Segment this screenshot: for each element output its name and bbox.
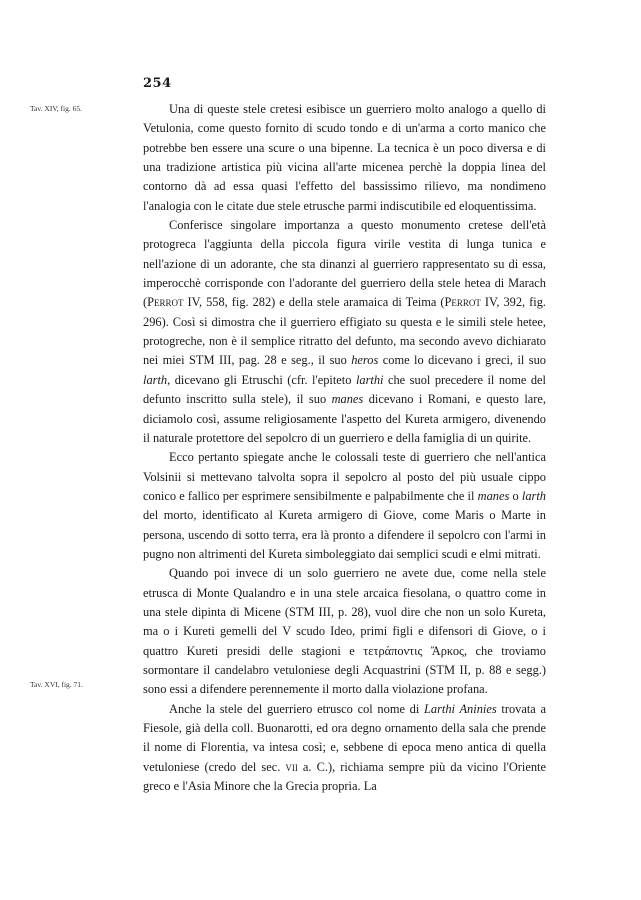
text-run: IV, 392, fig. 296). Così si dimostra che il guerriero effigiato su questa e le simili stele hetee, protogreche, non è il semplice ritratto del defunto, ma secondo avevo dichiarato nei miei STM III, pag. 28 e seg., il suo (143, 295, 546, 368)
body-text (143, 100, 546, 796)
text-run: come lo dicevano i greci, il suo (378, 353, 547, 368)
text-run: Una di queste stele cretesi esibisce un guerriero molto analogo a quello di Vetulonia, come questo fornito di scudo tondo e di un'arma a corto manico che potrebbe ben essere una scure o una bipenne. La tecnica è un poco diversa e di una tradizione artistica più vicina all'arte micenea perchè la doppia linea del contorno dà ad essa quasi l'effetto del bassissimo rilievo, ma nondimeno l'analogia con le citate due stele etrusche parmi indiscutibile ed eloquentissima. (143, 102, 546, 213)
italic-term: larth (521, 488, 546, 503)
italic-term: heros (351, 353, 379, 368)
text-run: , dicevano gli Etruschi (cfr. l'epiteto (167, 372, 356, 387)
text-run: Quando poi invece di un solo guerriero ne avete due, come nella stele etrusca di Monte Qualandro e in una stele arcaica fiesolana, o quattro come in una stele dipinta di Micene (STM III, p. 28), vuol dire che non un solo Kureta, ma o i Kureti gemelli del V scudo Ideo, primi figli e difensori di Giove, o i quattro Kureti presidi delle stagioni e τετράποντις Ἄρκος, che troviamo sormontare il candelabro vetuloniese degli Acquastrini (STM II, p. 88 e segg.) sono essi a difendere perennemente il morto dalla violazione profana. (143, 566, 546, 697)
text-run: Ecco pertanto spiegate anche le colossali teste di guerriero che nell'antica Volsinii si mettevano talvolta sopra il sepolcro al posto del più usuale cippo conico e fallico per esprimere sensibilmente e palpabilmente che il (143, 450, 546, 503)
italic-term: manes (477, 488, 510, 503)
page-number: 254 (143, 76, 172, 91)
paragraph (143, 700, 546, 797)
margin-note-plate-ref: Tav. XVI, fig. 71. (30, 680, 83, 689)
text-run: del morto, identificato al Kureta armigero di Giove, come Maris o Marte in persona, uscendo di sotto terra, era là pronto a difendere il sepolcro con l'armi in pugno non altrimenti del Kureta simboleggiato dai semplici scudi e elmi mitrati. (143, 508, 546, 561)
text-run: dicevano i Romani, e questo lare, diciamolo così, assume religiosamente l'aspetto del Kureta armigero, divenendo il naturale protettore del sepolcro di un guerriero e della famiglia di un quirite. (143, 392, 546, 445)
smallcaps-text: vii (285, 759, 298, 774)
italic-term: larth (143, 372, 168, 387)
paragraph (143, 216, 546, 448)
paragraph (143, 448, 546, 564)
text-run: Anche la stele del guerriero etrusco col nome di (169, 701, 425, 716)
text-run: a. C.), richiama sempre più da vicino l'Oriente greco e l'Asia Minore che la Grecia propria. La (143, 759, 546, 794)
italic-term: Larthi Aninies (424, 701, 497, 716)
margin-note-plate-ref: Tav. XIV, fig. 65. (30, 104, 82, 113)
text-run: IV, 558, fig. 282) e della stele aramaica di Teima ( (183, 295, 445, 310)
paragraph (143, 564, 546, 699)
smallcaps-text: Perrot (147, 295, 184, 310)
italic-term: manes (331, 392, 364, 407)
paragraph (143, 100, 546, 216)
text-run: trovata a Fiesole, già della coll. Buonarotti, ed ora degno ornamento della sala che prende il nome di Florentia, va intesa così; e, sebbene di epoca meno antica di quella vetuloniese (credo del sec. (143, 701, 546, 774)
smallcaps-text: Perrot (444, 295, 481, 310)
text-run: Conferisce singolare importanza a questo monumento cretese dell'età protogreca l'aggiunta della piccola figura virile vestita di lunga tunica e nell'azione di un adorante, che sta dinanzi al guerriero rappresentato su di essa, imperocchè corrisponde con l'adorante del guerriero della stele hetea di Marach ( (143, 218, 546, 310)
text-run: che suol precedere il nome del defunto inscritto sulla stele), il suo (143, 372, 546, 407)
text-run: o (509, 488, 522, 503)
italic-term: larthi (355, 372, 384, 387)
